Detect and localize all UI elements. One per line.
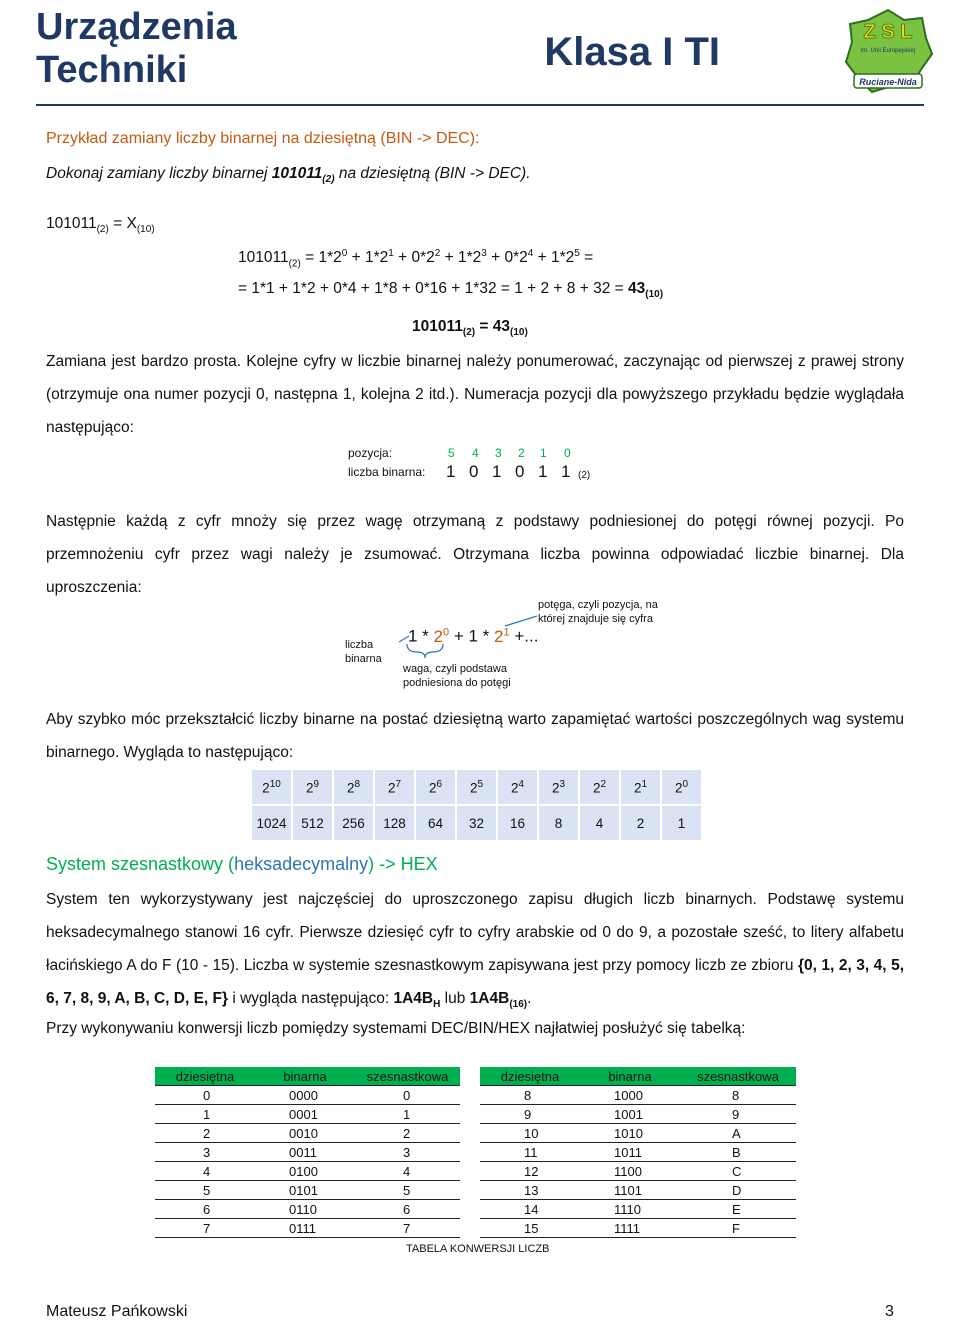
footer-author: Mateusz Pańkowski bbox=[46, 1303, 188, 1320]
cell-hex: 9 bbox=[680, 1105, 796, 1124]
header-decimal: dziesiętna bbox=[480, 1067, 580, 1086]
value-cell: 128 bbox=[374, 805, 415, 841]
value-cell: 8 bbox=[538, 805, 579, 841]
diagram-label-weight bbox=[403, 662, 511, 690]
logo-arc-text: im. Unii Europejskiej bbox=[860, 48, 916, 54]
conversion-header-left bbox=[155, 1067, 460, 1086]
cell-dec: 4 bbox=[155, 1162, 255, 1181]
cell-bin: 1001 bbox=[580, 1105, 680, 1124]
header-binary: binarna bbox=[580, 1067, 680, 1086]
position-0: 0 bbox=[564, 446, 571, 460]
power-cell: $2^5$ bbox=[456, 769, 497, 805]
cell-hex: 7 bbox=[355, 1219, 460, 1238]
cell-dec: 0 bbox=[155, 1086, 255, 1105]
power-cell: $2^9$ bbox=[292, 769, 333, 805]
power-cell: $2^4$ bbox=[497, 769, 538, 805]
cell-dec: 7 bbox=[155, 1219, 255, 1238]
cell-dec: 8 bbox=[480, 1086, 580, 1105]
value-cell: 64 bbox=[415, 805, 456, 841]
cell-hex: 8 bbox=[680, 1086, 796, 1105]
header-title-line1: Urządzenia bbox=[36, 6, 237, 48]
conversion-row bbox=[155, 1200, 460, 1219]
instruction-sub: (2) bbox=[322, 174, 335, 186]
conversion-row bbox=[480, 1086, 796, 1105]
position-3: 3 bbox=[495, 446, 502, 460]
position-2: 2 bbox=[518, 446, 525, 460]
cell-hex: 1 bbox=[355, 1105, 460, 1124]
cell-hex: 5 bbox=[355, 1181, 460, 1200]
header-decimal: dziesiętna bbox=[155, 1067, 255, 1086]
page-header-title bbox=[36, 6, 237, 92]
diagram-label-power bbox=[538, 598, 658, 626]
header-hex: szesnastkowa bbox=[680, 1067, 796, 1086]
value-cell: 32 bbox=[456, 805, 497, 841]
instruction-post: na dziesiętną (BIN -> DEC). bbox=[334, 165, 531, 182]
conversion-row bbox=[155, 1162, 460, 1181]
cell-bin: 1011 bbox=[580, 1143, 680, 1162]
bit-3: 1 bbox=[492, 462, 502, 481]
power-cell: $2^2$ bbox=[579, 769, 620, 805]
cell-bin: 1101 bbox=[580, 1181, 680, 1200]
equation-2: $101011_{(2)} = 1*2^0 + 1*2^1 + 0*2^2 + 1*2^3 + 0*2^4 + 1*2^5$ = bbox=[238, 248, 594, 270]
school-logo bbox=[842, 6, 934, 98]
binary-label: liczba binarna: bbox=[348, 465, 426, 479]
paragraph-positions: Zamiana jest bardzo prosta. Kolejne cyfry w liczbie binarnej należy ponumerować, zaczynając od pierwszej z prawej strony (otrzymuje ona numer pozycji 0, następna 1, kolejna 2 itd.). Numeracja pozycji dla powyższego przykładu będzie wyglądała następująco: bbox=[46, 353, 904, 436]
cell-dec: 9 bbox=[480, 1105, 580, 1124]
instruction-pre: Dokonaj zamiany liczby binarnej bbox=[46, 165, 272, 182]
cell-hex: 0 bbox=[355, 1086, 460, 1105]
diagram-label-binary-2: binarna bbox=[345, 653, 382, 665]
instruction-num: 101011 bbox=[271, 165, 323, 182]
table-caption: TABELA KONWERSJI LICZB bbox=[406, 1243, 550, 1255]
conversion-row bbox=[480, 1162, 796, 1181]
cell-dec: 6 bbox=[155, 1200, 255, 1219]
power-cell: $2^3$ bbox=[538, 769, 579, 805]
cell-dec: 13 bbox=[480, 1181, 580, 1200]
cell-bin: 0100 bbox=[255, 1162, 355, 1181]
conversion-table-left bbox=[155, 1067, 460, 1238]
paragraph-weights: Następnie każdą z cyfr mnoży się przez wagę otrzymaną z podstawy podniesionej do potęgi równej pozycji. Po przemnożeniu cyfr przez wagi należy je zsumować. Otrzymana liczba powinna odpowiadać liczbie binarnej. Dla uproszczenia: bbox=[46, 513, 904, 596]
section-heading-bin-dec: Przykład zamiany liczby binarnej na dziesiętną (BIN -> DEC): bbox=[46, 130, 480, 147]
diagram-connectors bbox=[395, 614, 545, 664]
cell-dec: 5 bbox=[155, 1181, 255, 1200]
cell-dec: 2 bbox=[155, 1124, 255, 1143]
equation-3: = $1*1 + 1*2 + 0*4 + 1*8 + 0*16 + 1*32 = 1 + 2 + 8 + 32 = 43_{(10)}$ bbox=[238, 280, 664, 301]
cell-dec: 12 bbox=[480, 1162, 580, 1181]
cell-hex: A bbox=[680, 1124, 796, 1143]
diagram-label-binary bbox=[345, 638, 382, 666]
conversion-header-right bbox=[480, 1067, 796, 1086]
value-cell: 1024 bbox=[251, 805, 292, 841]
powers-row bbox=[251, 769, 702, 805]
position-1: 1 bbox=[540, 446, 547, 460]
equation-1: $101011_{(2)} = X_{(10)}$ bbox=[46, 215, 155, 236]
conversion-row bbox=[155, 1219, 460, 1238]
cell-hex: 3 bbox=[355, 1143, 460, 1162]
conversion-row bbox=[480, 1181, 796, 1200]
value-cell: 16 bbox=[497, 805, 538, 841]
cell-dec: 14 bbox=[480, 1200, 580, 1219]
bits-subscript: (2) bbox=[578, 470, 591, 481]
conversion-row bbox=[155, 1105, 460, 1124]
power-cell: $2^0$ bbox=[661, 769, 702, 805]
paragraph-hex-intro: System ten wykorzystywany jest najczęściej do uproszczonego zapisu długich liczb binarnych. Podstawę systemu heksadecymalnego stanowi 16 cyfr. Pierwsze dziesięć cyfr to cyfry arabskie od 0 do 9, a pozostałe sześć, to litery alfabetu łacińskiego A do F (10 - 15). Liczba w systemie szesnastkowym zapisywana jest przy pomocy liczb ze zbioru {0, 1, 2, 3, 4, 5, 6, 7, 8, 9, A, B, C, D, E, F} i wygląda następująco: $1A4B_H$ lub $1A4B_{(16)}$. bbox=[46, 891, 905, 1011]
connector-binary bbox=[399, 636, 409, 642]
cell-bin: 0101 bbox=[255, 1181, 355, 1200]
cell-bin: 1000 bbox=[580, 1086, 680, 1105]
cell-hex: D bbox=[680, 1181, 796, 1200]
bit-5: 1 bbox=[446, 462, 456, 481]
cell-hex: 6 bbox=[355, 1200, 460, 1219]
power-cell: $2^1$ bbox=[620, 769, 661, 805]
value-cell: 1 bbox=[661, 805, 702, 841]
bit-2: 0 bbox=[515, 462, 525, 481]
diagram-expression: $1 * 2^0 + 1 * 2^1$ +... bbox=[408, 626, 539, 646]
header-title-line2: Techniki bbox=[36, 49, 188, 91]
cell-bin: 0010 bbox=[255, 1124, 355, 1143]
section-heading-hex: System szesnastkowy (heksadecymalny) -> HEX bbox=[46, 854, 438, 874]
cell-bin: 0000 bbox=[255, 1086, 355, 1105]
header-divider bbox=[36, 104, 924, 106]
cell-dec: 15 bbox=[480, 1219, 580, 1238]
conversion-row bbox=[480, 1143, 796, 1162]
conversion-row bbox=[480, 1219, 796, 1238]
value-cell: 512 bbox=[292, 805, 333, 841]
bit-0: 1 bbox=[561, 462, 571, 481]
position-label: pozycja: bbox=[348, 446, 393, 460]
cell-dec: 1 bbox=[155, 1105, 255, 1124]
instruction-text bbox=[46, 165, 531, 185]
conversion-row bbox=[155, 1181, 460, 1200]
diagram-label-weight-2: podniesiona do potęgi bbox=[403, 677, 511, 689]
cell-dec: 10 bbox=[480, 1124, 580, 1143]
cell-bin: 0111 bbox=[255, 1219, 355, 1238]
cell-hex: F bbox=[680, 1219, 796, 1238]
diagram-label-power-1: potęga, czyli pozycja, na bbox=[538, 599, 658, 611]
cell-bin: 1010 bbox=[580, 1124, 680, 1143]
cell-hex: C bbox=[680, 1162, 796, 1181]
values-row bbox=[251, 805, 702, 841]
conversion-row bbox=[155, 1143, 460, 1162]
weight-brace bbox=[407, 644, 443, 658]
cell-hex: E bbox=[680, 1200, 796, 1219]
connector-power bbox=[505, 616, 537, 626]
conversion-table-right bbox=[480, 1067, 796, 1238]
position-5: 5 bbox=[448, 446, 455, 460]
footer-page-number: 3 bbox=[885, 1303, 894, 1320]
power-cell: $2^7$ bbox=[374, 769, 415, 805]
cell-bin: 1100 bbox=[580, 1162, 680, 1181]
header-binary: binarna bbox=[255, 1067, 355, 1086]
paragraph-table-intro: Przy wykonywaniu konwersji liczb pomiędzy systemami DEC/BIN/HEX najłatwiej posłużyć się tabelką: bbox=[46, 1020, 746, 1037]
power-cell: $2^{10}$ bbox=[251, 769, 292, 805]
conversion-row bbox=[480, 1124, 796, 1143]
powers-table bbox=[250, 768, 703, 842]
cell-dec: 3 bbox=[155, 1143, 255, 1162]
cell-bin: 0001 bbox=[255, 1105, 355, 1124]
cell-bin: 1111 bbox=[580, 1219, 680, 1238]
header-class-label: Klasa I TI bbox=[544, 30, 720, 74]
value-cell: 256 bbox=[333, 805, 374, 841]
diagram-label-binary-1: liczba bbox=[345, 639, 374, 651]
logo-letters: Z S L bbox=[863, 21, 913, 43]
value-cell: 4 bbox=[579, 805, 620, 841]
conversion-row bbox=[480, 1200, 796, 1219]
conversion-row bbox=[480, 1105, 796, 1124]
paragraph-weights-memo: Aby szybko móc przekształcić liczby binarne na postać dziesiętną warto zapamiętać wartości poszczególnych wag systemu binarnego. Wygląda to następująco: bbox=[46, 711, 904, 761]
diagram-label-power-2: której znajduje się cyfra bbox=[538, 613, 653, 625]
power-cell: $2^8$ bbox=[333, 769, 374, 805]
power-cell: $2^6$ bbox=[415, 769, 456, 805]
value-cell: 2 bbox=[620, 805, 661, 841]
cell-bin: 1110 bbox=[580, 1200, 680, 1219]
bit-1: 1 bbox=[538, 462, 548, 481]
logo-banner-text: Ruciane-Nida bbox=[859, 77, 917, 87]
cell-bin: 0110 bbox=[255, 1200, 355, 1219]
cell-bin: 0011 bbox=[255, 1143, 355, 1162]
equation-4: $101011_{(2)} = 43_{(10)}$ bbox=[412, 318, 528, 339]
cell-hex: 4 bbox=[355, 1162, 460, 1181]
bit-4: 0 bbox=[469, 462, 479, 481]
diagram-label-weight-1: waga, czyli podstawa bbox=[403, 663, 507, 675]
cell-dec: 11 bbox=[480, 1143, 580, 1162]
cell-hex: B bbox=[680, 1143, 796, 1162]
header-hex: szesnastkowa bbox=[355, 1067, 460, 1086]
position-4: 4 bbox=[472, 446, 479, 460]
conversion-row bbox=[155, 1086, 460, 1105]
conversion-row bbox=[155, 1124, 460, 1143]
cell-hex: 2 bbox=[355, 1124, 460, 1143]
